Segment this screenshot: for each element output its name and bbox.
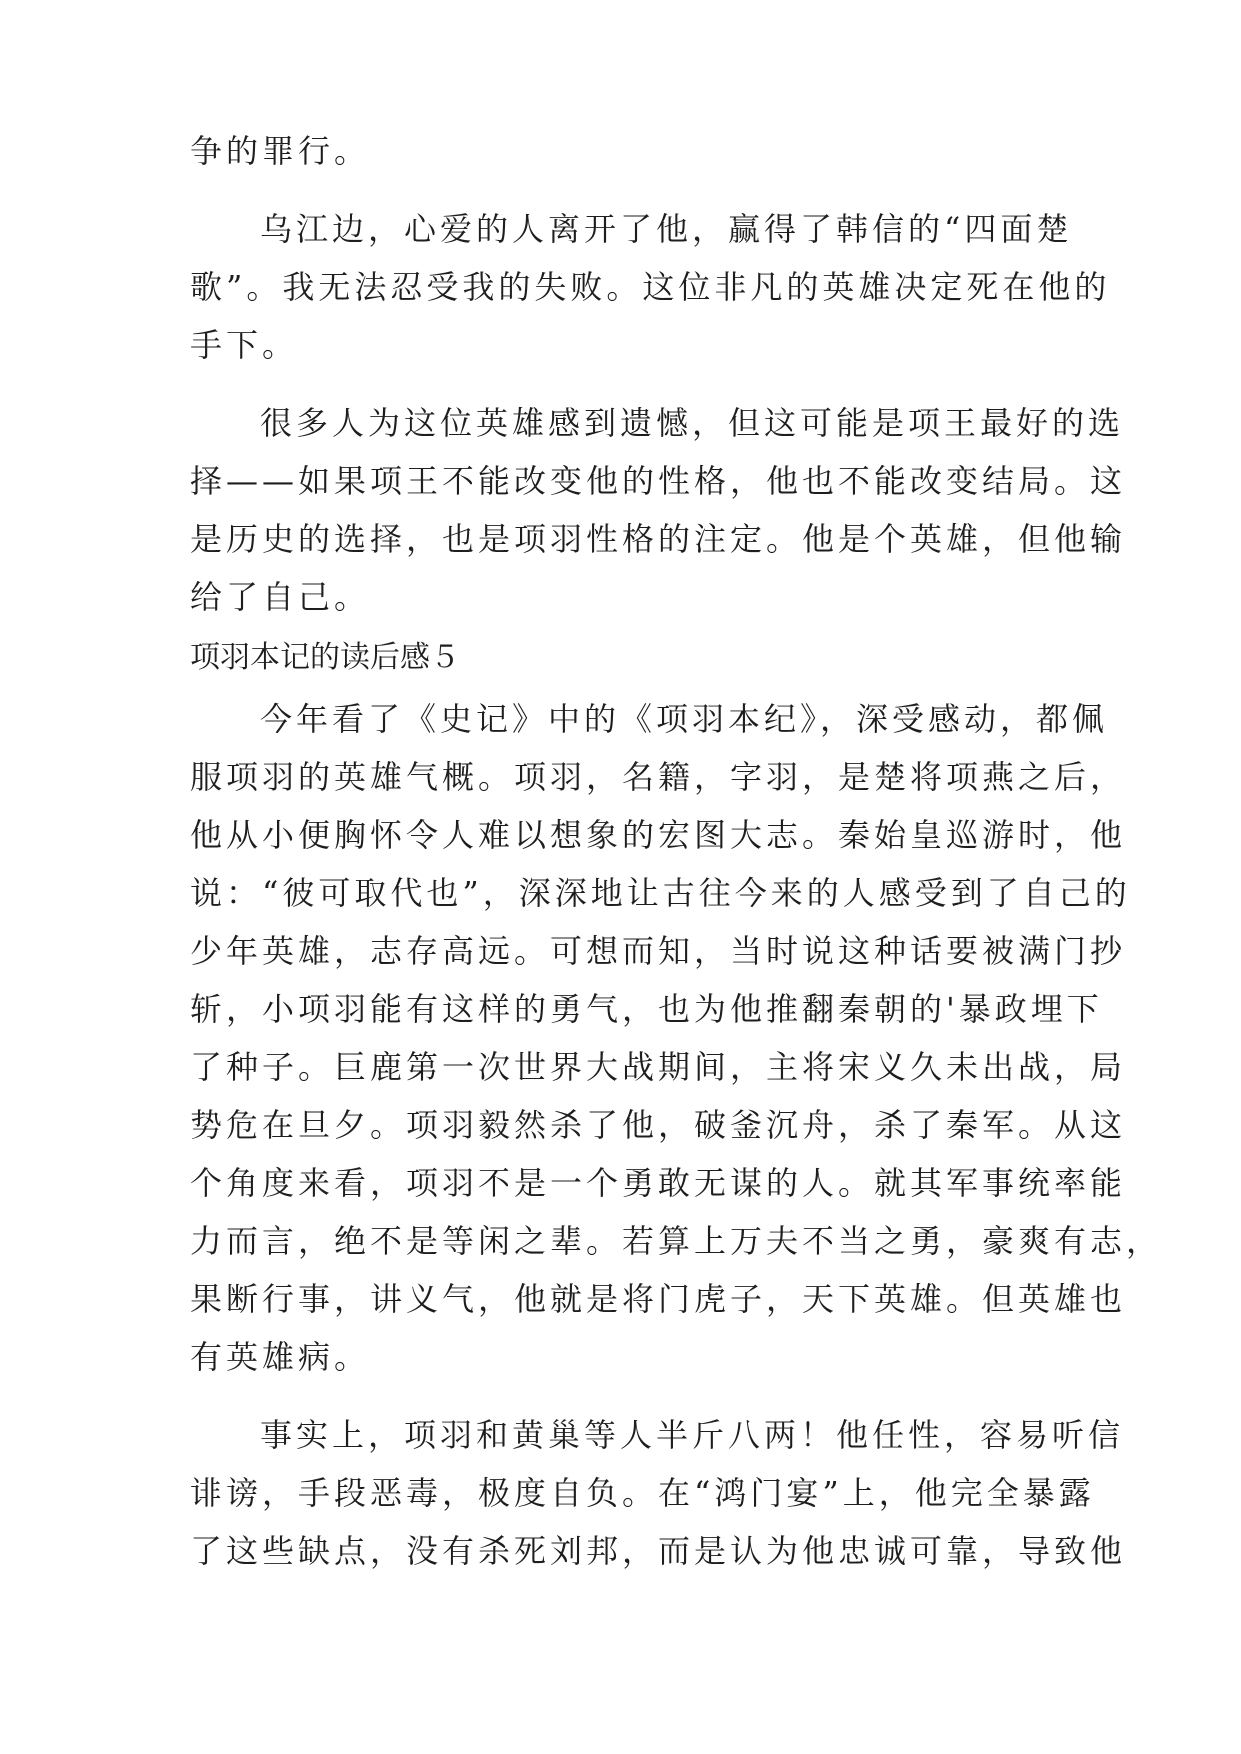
text-line: 力而言，绝不是等闲之辈。若算上万夫不当之勇，豪爽有志， — [190, 1222, 1163, 1260]
section-heading: 项羽本记的读后感５ — [190, 640, 460, 675]
paragraph-start-line: 今年看了《史记》中的《项羽本纪》，深受感动，都佩 — [260, 700, 1109, 738]
text-line: 给了自己。 — [190, 578, 371, 616]
paragraph-start-line: 很多人为这位英雄感到遗憾，但这可能是项王最好的选 — [260, 404, 1125, 442]
text-line: 诽谤，手段恶毒，极度自负。在“鸿门宴”上，他完全暴露 — [190, 1474, 1095, 1512]
text-line: 手下。 — [190, 326, 299, 364]
text-line: 了种子。巨鹿第一次世界大战期间，主将宋义久未出战，局 — [190, 1048, 1127, 1086]
text-line: 有英雄病。 — [190, 1338, 371, 1376]
text-line: 说：“彼可取代也”，深深地让古往今来的人感受到了自己的 — [190, 874, 1131, 912]
paragraph-start-line: 事实上，项羽和黄巢等人半斤八两！他任性，容易听信 — [260, 1416, 1125, 1454]
paragraph-start-line: 乌江边，心爱的人离开了他，赢得了韩信的“四面楚 — [260, 210, 1073, 248]
text-line: 服项羽的英雄气概。项羽，名籍，字羽，是楚将项燕之后， — [190, 758, 1127, 796]
text-line: 歌”。我无法忍受我的失败。这位非凡的英雄决定死在他的 — [190, 268, 1111, 306]
text-line: 了这些缺点，没有杀死刘邦，而是认为他忠诚可靠，导致他 — [190, 1532, 1127, 1570]
text-line: 果断行事，讲义气，他就是将门虎子，天下英雄。但英雄也 — [190, 1280, 1127, 1318]
text-line: 是历史的选择，也是项羽性格的注定。他是个英雄，但他输 — [190, 520, 1127, 558]
text-line: 少年英雄，志存高远。可想而知，当时说这种话要被满门抄 — [190, 932, 1127, 970]
text-line: 斩，小项羽能有这样的勇气，也为他推翻秦朝的'暴政埋下 — [190, 990, 1103, 1028]
text-line: 他从小便胸怀令人难以想象的宏图大志。秦始皇巡游时，他 — [190, 816, 1127, 854]
text-line: 个角度来看，项羽不是一个勇敢无谋的人。就其军事统率能 — [190, 1164, 1127, 1202]
text-line: 争的罪行。 — [190, 132, 371, 170]
text-line: 势危在旦夕。项羽毅然杀了他，破釜沉舟，杀了秦军。从这 — [190, 1106, 1127, 1144]
body-text — [190, 122, 1163, 1580]
text-line: 择——如果项王不能改变他的性格，他也不能改变结局。这 — [190, 462, 1127, 500]
